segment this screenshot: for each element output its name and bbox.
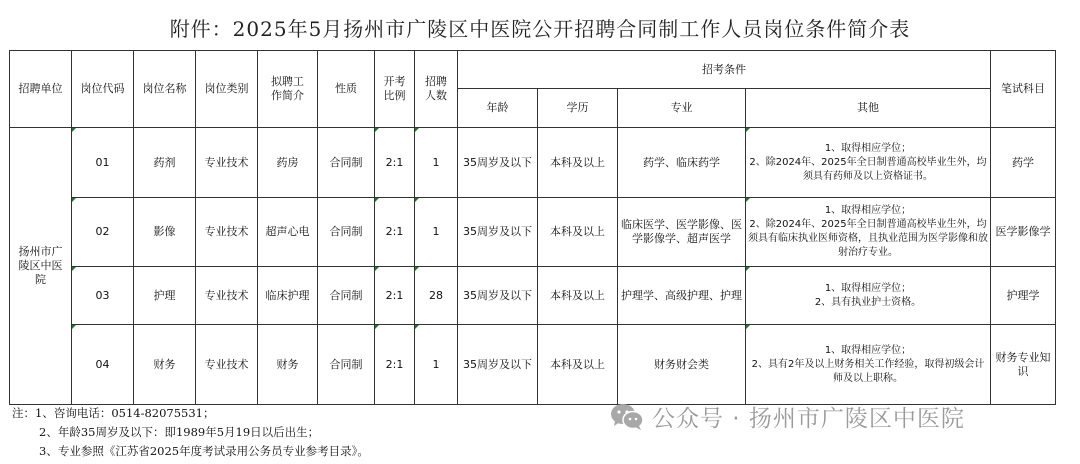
position-other: 1、取得相应学位； 2、具有执业护士资格。 [746, 267, 991, 325]
position-name: 财务 [134, 325, 196, 405]
position-category: 专业技术 [196, 198, 258, 267]
header-unit: 招聘单位 [10, 51, 72, 128]
header-name: 岗位名称 [134, 51, 196, 128]
position-name: 影像 [134, 198, 196, 267]
position-edu: 本科及以上 [538, 198, 618, 267]
position-ratio: 2:1 [375, 325, 415, 405]
note-line-1: 注：1、咨询电话：0514-82075531； [12, 406, 215, 420]
position-nature: 合同制 [318, 325, 375, 405]
position-edu: 本科及以上 [538, 128, 618, 198]
position-category: 专业技术 [196, 267, 258, 325]
position-count: 28 [415, 267, 458, 325]
header-category: 岗位类别 [196, 51, 258, 128]
note-line-2: 2、年龄35周岁及以下：即1989年5月19日以后出生； [39, 425, 320, 439]
position-other: 1、取得相应学位； 2、具有2年及以上财务相关工作经验，取得初级会计师及以上职称。 [746, 325, 991, 405]
position-exam: 药学 [991, 128, 1056, 198]
position-edu: 本科及以上 [538, 325, 618, 405]
header-other: 其他 [746, 89, 991, 128]
page-title: 附件：2025年5月扬州市广陵区中医院公开招聘合同制工作人员岗位条件简介表 [169, 17, 911, 41]
position-code: 01 [72, 128, 134, 198]
position-count: 1 [415, 128, 458, 198]
note-line-3: 3、专业参照《江苏省2025年度考试录用公务员专业参考目录》。 [39, 444, 369, 458]
position-other: 1、取得相应学位； 2、除2024年、2025年全日制普通高校毕业生外，均须具有临床执业医师资格，且执业范围为医学影像和放射治疗专业。 [746, 198, 991, 267]
header-age: 年龄 [458, 89, 538, 128]
position-code: 02 [72, 198, 134, 267]
position-age: 35周岁及以下 [458, 198, 538, 267]
unit-name-cell: 扬州市广陵区中医院 [10, 128, 72, 405]
table-row [10, 198, 1056, 267]
position-ratio: 2:1 [375, 198, 415, 267]
position-category: 专业技术 [196, 325, 258, 405]
header-nature: 性质 [318, 51, 375, 128]
position-edu: 本科及以上 [538, 267, 618, 325]
position-age: 35周岁及以下 [458, 267, 538, 325]
position-nature: 合同制 [318, 128, 375, 198]
header-major: 专业 [618, 89, 746, 128]
position-code: 04 [72, 325, 134, 405]
position-name: 药剂 [134, 128, 196, 198]
position-name: 护理 [134, 267, 196, 325]
position-exam: 财务专业知识 [991, 325, 1056, 405]
watermark-text: 公众号 · 扬州市广陵区中医院 [652, 406, 965, 432]
position-brief: 财务 [258, 325, 318, 405]
position-brief: 药房 [258, 128, 318, 198]
header-count: 招聘人数 [415, 51, 458, 128]
position-age: 35周岁及以下 [458, 128, 538, 198]
wechat-icon [610, 402, 644, 432]
table-row [10, 325, 1056, 405]
position-major: 财务财会类 [618, 325, 746, 405]
position-age: 35周岁及以下 [458, 325, 538, 405]
position-major: 护理学、高级护理、护理 [618, 267, 746, 325]
header-ratio: 开考比例 [375, 51, 415, 128]
header-conditions: 招考条件 [458, 51, 991, 89]
watermark [610, 400, 965, 433]
position-exam: 护理学 [991, 267, 1056, 325]
table-row [10, 128, 1056, 198]
header-code: 岗位代码 [72, 51, 134, 128]
position-brief: 超声心电 [258, 198, 318, 267]
position-nature: 合同制 [318, 267, 375, 325]
position-nature: 合同制 [318, 198, 375, 267]
header-brief: 拟聘工作简介 [258, 51, 318, 128]
table-row [10, 267, 1056, 325]
position-major: 药学、临床药学 [618, 128, 746, 198]
position-category: 专业技术 [196, 128, 258, 198]
position-code: 03 [72, 267, 134, 325]
header-exam: 笔试科目 [991, 51, 1056, 128]
position-other: 1、取得相应学位； 2、除2024年、2025年全日制普通高校毕业生外，均须具有药师及以上资格证书。 [746, 128, 991, 198]
position-ratio: 2:1 [375, 267, 415, 325]
position-exam: 医学影像学 [991, 198, 1056, 267]
position-brief: 临床护理 [258, 267, 318, 325]
position-count: 1 [415, 325, 458, 405]
positions-table [9, 50, 1056, 405]
position-ratio: 2:1 [375, 128, 415, 198]
position-count: 1 [415, 198, 458, 267]
header-edu: 学历 [538, 89, 618, 128]
position-major: 临床医学、医学影像、医学影像学、超声医学 [618, 198, 746, 267]
